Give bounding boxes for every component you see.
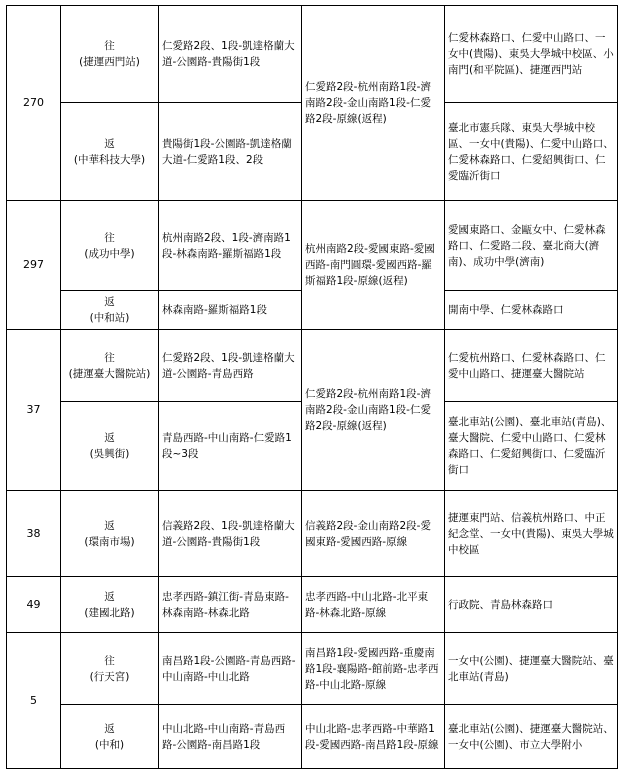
direction-label: 往 <box>104 231 115 244</box>
direction-destination: (成功中學) <box>84 247 135 260</box>
table-row <box>7 491 618 577</box>
table-row <box>7 6 618 103</box>
route-number: 38 <box>7 491 61 577</box>
direction-destination: (捷運臺大醫院站) <box>68 367 151 380</box>
direction-destination: (吳興街) <box>89 448 130 460</box>
detour-route-cell: 信義路2段、1段-凱達格蘭大道-公園路-貴陽街1段 <box>159 491 302 577</box>
affected-stops-cell: 臺北市憲兵隊、東吳大學城中校區、一女中(貴陽)、仁愛中山路口、仁愛林森路口、仁愛紹興街口、仁愛臨沂街口 <box>445 103 618 201</box>
table-row <box>7 633 618 705</box>
direction-label: 返 <box>104 519 115 532</box>
direction-destination: (捷運西門站) <box>79 56 140 68</box>
direction-cell <box>61 402 159 491</box>
affected-stops-cell: 愛國東路口、金甌女中、仁愛林森路口、仁愛路二段、臺北商大(濟南)、成功中學(濟南) <box>445 201 618 291</box>
original-route-cell: 南昌路1段-愛國西路-重慶南路1段-襄陽路-館前路-忠孝西路-中山北路-原線 <box>302 633 445 705</box>
table-row <box>7 577 618 633</box>
direction-destination: (中和) <box>94 738 125 751</box>
detour-route-cell: 杭州南路2段、1段-濟南路1段-林森南路-羅斯福路1段 <box>159 201 302 291</box>
direction-label: 往 <box>104 40 115 52</box>
direction-cell <box>61 633 159 705</box>
original-route-cell: 仁愛路2段-杭州南路1段-濟南路2段-金山南路1段-仁愛路2段-原線(返程) <box>302 6 445 201</box>
direction-cell <box>61 103 159 201</box>
route-number: 270 <box>7 6 61 201</box>
direction-cell <box>61 201 159 291</box>
route-number: 37 <box>7 330 61 491</box>
detour-route-cell: 貴陽街1段-公園路-凱達格蘭大道-仁愛路1段、2段 <box>159 103 302 201</box>
direction-destination: (中華科技大學) <box>73 153 146 166</box>
direction-destination: (環南市場) <box>84 535 135 548</box>
detour-route-cell: 仁愛路2段、1段-凱達格蘭大道-公園路-青島西路 <box>159 330 302 402</box>
original-route-cell: 杭州南路2段-愛國東路-愛國西路-南門圓環-愛國西路-羅斯福路1段-原線(返程) <box>302 201 445 330</box>
affected-stops-cell: 臺北車站(公園)、臺北車站(青島)、臺大醫院、仁愛中山路口、仁愛林森路口、仁愛紹興街口、仁愛臨沂街口 <box>445 402 618 491</box>
direction-label: 返 <box>104 590 115 603</box>
original-route-cell: 信義路2段-金山南路2段-愛國東路-愛國西路-原線 <box>302 491 445 577</box>
direction-cell <box>61 491 159 577</box>
detour-route-cell: 中山北路-中山南路-青島西路-公園路-南昌路1段 <box>159 705 302 769</box>
affected-stops-cell: 行政院、青島林森路口 <box>445 577 618 633</box>
affected-stops-cell: 一女中(公園)、捷運臺大醫院站、臺北車站(青島) <box>445 633 618 705</box>
detour-route-cell: 青島西路-中山南路-仁愛路1段~3段 <box>159 402 302 491</box>
original-route-cell: 忠孝西路-中山北路-北平東路-林森北路-原線 <box>302 577 445 633</box>
route-number: 5 <box>7 633 61 769</box>
direction-label: 返 <box>104 296 115 308</box>
direction-label: 往 <box>104 351 115 364</box>
affected-stops-cell: 仁愛杭州路口、仁愛林森路口、仁愛中山路口、捷運臺大醫院站 <box>445 330 618 402</box>
original-route-cell: 中山北路-忠孝西路-中華路1段-愛國西路-南昌路1段-原線 <box>302 705 445 769</box>
detour-route-cell: 南昌路1段-公園路-青島西路-中山南路-中山北路 <box>159 633 302 705</box>
route-number: 49 <box>7 577 61 633</box>
route-number: 297 <box>7 201 61 330</box>
direction-label: 返 <box>104 722 115 735</box>
direction-label: 返 <box>104 432 115 444</box>
original-route-cell: 仁愛路2段-杭州南路1段-濟南路2段-金山南路1段-仁愛路2段-原線(返程) <box>302 330 445 491</box>
direction-label: 返 <box>104 137 115 150</box>
affected-stops-cell: 捷運東門站、信義杭州路口、中正紀念堂、一女中(貴陽)、東吳大學城中校區 <box>445 491 618 577</box>
detour-route-cell: 林森南路-羅斯福路1段 <box>159 291 302 330</box>
direction-cell <box>61 330 159 402</box>
direction-destination: (中和站) <box>89 312 130 324</box>
direction-destination: (行天宮) <box>89 670 130 683</box>
affected-stops-cell: 仁愛林森路口、仁愛中山路口、一女中(貴陽)、東吳大學城中校區、小南門(和平院區)、捷運西門站 <box>445 6 618 103</box>
direction-cell <box>61 291 159 330</box>
direction-cell <box>61 577 159 633</box>
affected-stops-cell: 開南中學、仁愛林森路口 <box>445 291 618 330</box>
detour-route-cell: 忠孝西路-鎮江街-青島東路-林森南路-林森北路 <box>159 577 302 633</box>
affected-stops-cell: 臺北車站(公園)、捷運臺大醫院站、一女中(公園)、市立大學附小 <box>445 705 618 769</box>
direction-label: 往 <box>104 654 115 667</box>
direction-cell <box>61 6 159 103</box>
bus-route-table <box>6 5 618 769</box>
table-row <box>7 330 618 402</box>
table-row <box>7 201 618 291</box>
table-row <box>7 705 618 769</box>
direction-cell <box>61 705 159 769</box>
detour-route-cell: 仁愛路2段、1段-凱達格蘭大道-公園路-貴陽街1段 <box>159 6 302 103</box>
direction-destination: (建國北路) <box>84 606 135 619</box>
